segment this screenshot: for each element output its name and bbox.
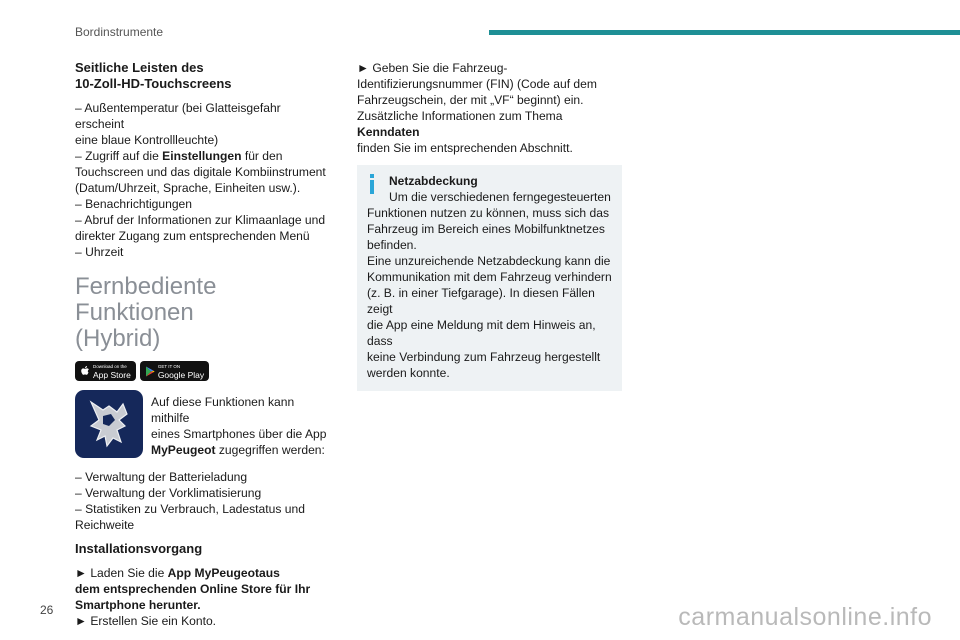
running-header: Bordinstrumente [75, 25, 164, 39]
app-description: Auf diese Funktionen kann mithilfe eines Smartphones über die App MyPeugeot zugegriffen werden: [151, 395, 327, 457]
list-item: – Außentemperatur (bei Glatteisgefahr erscheint eine blaue Kontrollleuchte) [75, 101, 281, 147]
app-info [75, 390, 330, 458]
install-step: ► Laden Sie die App MyPeugeotaus dem entsprechenden Online Store für Ihr Smartphone herunter. [75, 566, 311, 612]
google-play-icon [145, 366, 155, 377]
watermark: carmanualsonline.info [678, 603, 932, 631]
info-note [357, 165, 622, 391]
peugeot-lion-icon [75, 390, 143, 458]
note-body: Um die verschiedenen ferngegesteuerten Funktionen nutzen zu können, muss sich das Fahrzeug im Bereich eines Mobilfunktnetzes befinden. Eine unzureichende Netzabdeckung kann die Kommunikation mit dem Fahrzeug verhindern (z. B. in einer Tiefgarage). In diesen Fällen zeigt die App eine Meldung mit dem Hinweis an, dass keine Verbindung zum Fahrzeug hergestellt werden konnte. [367, 190, 612, 380]
right-column [357, 60, 622, 391]
app-store-badge[interactable]: Download on the App Store [75, 361, 136, 381]
info-icon [367, 174, 377, 194]
apple-icon [80, 365, 90, 377]
install-heading: Installationsvorgang [75, 541, 203, 556]
list-item: – Zugriff auf die Einstellungen für den Touchscreen und das digitale Kombiinstrument (Datum/Uhrzeit, Sprache, Einheiten usw.). [75, 149, 326, 195]
list-item: – Uhrzeit [75, 245, 124, 259]
subheading-side-bars: Seitliche Leisten des 10-Zoll-HD-Touchscreens [75, 60, 232, 91]
store-badges [75, 361, 330, 381]
feature-list: – Verwaltung der Batterieladung – Verwaltung der Vorklimatisierung – Statistiken zu Verbrauch, Ladestatus und Reichweite [75, 470, 305, 532]
install-step: ► Erstellen Sie ein Konto. [75, 614, 217, 628]
list-item: – Abruf der Informationen zur Klimaanlage und direkter Zugang zum entsprechenden Menü [75, 213, 326, 243]
section-heading-remote-functions: Fernbediente Funktionen (Hybrid) [75, 273, 217, 352]
note-title: Netzabdeckung [389, 174, 478, 188]
google-play-badge[interactable]: GET IT ON Google Play [140, 361, 209, 381]
page-number: 26 [40, 603, 54, 617]
list-item: – Benachrichtigungen [75, 197, 192, 211]
vin-instruction: ► Geben Sie die Fahrzeug- Identifizierungsnummer (FIN) (Code auf dem Fahrzeugschein, der mit „VF“ beginnt) ein. Zusätzliche Informationen zum Thema Kenndaten finden Sie im entsprechenden Abschnitt. [357, 61, 597, 155]
header-accent-bar [489, 30, 960, 35]
left-column [75, 60, 330, 629]
